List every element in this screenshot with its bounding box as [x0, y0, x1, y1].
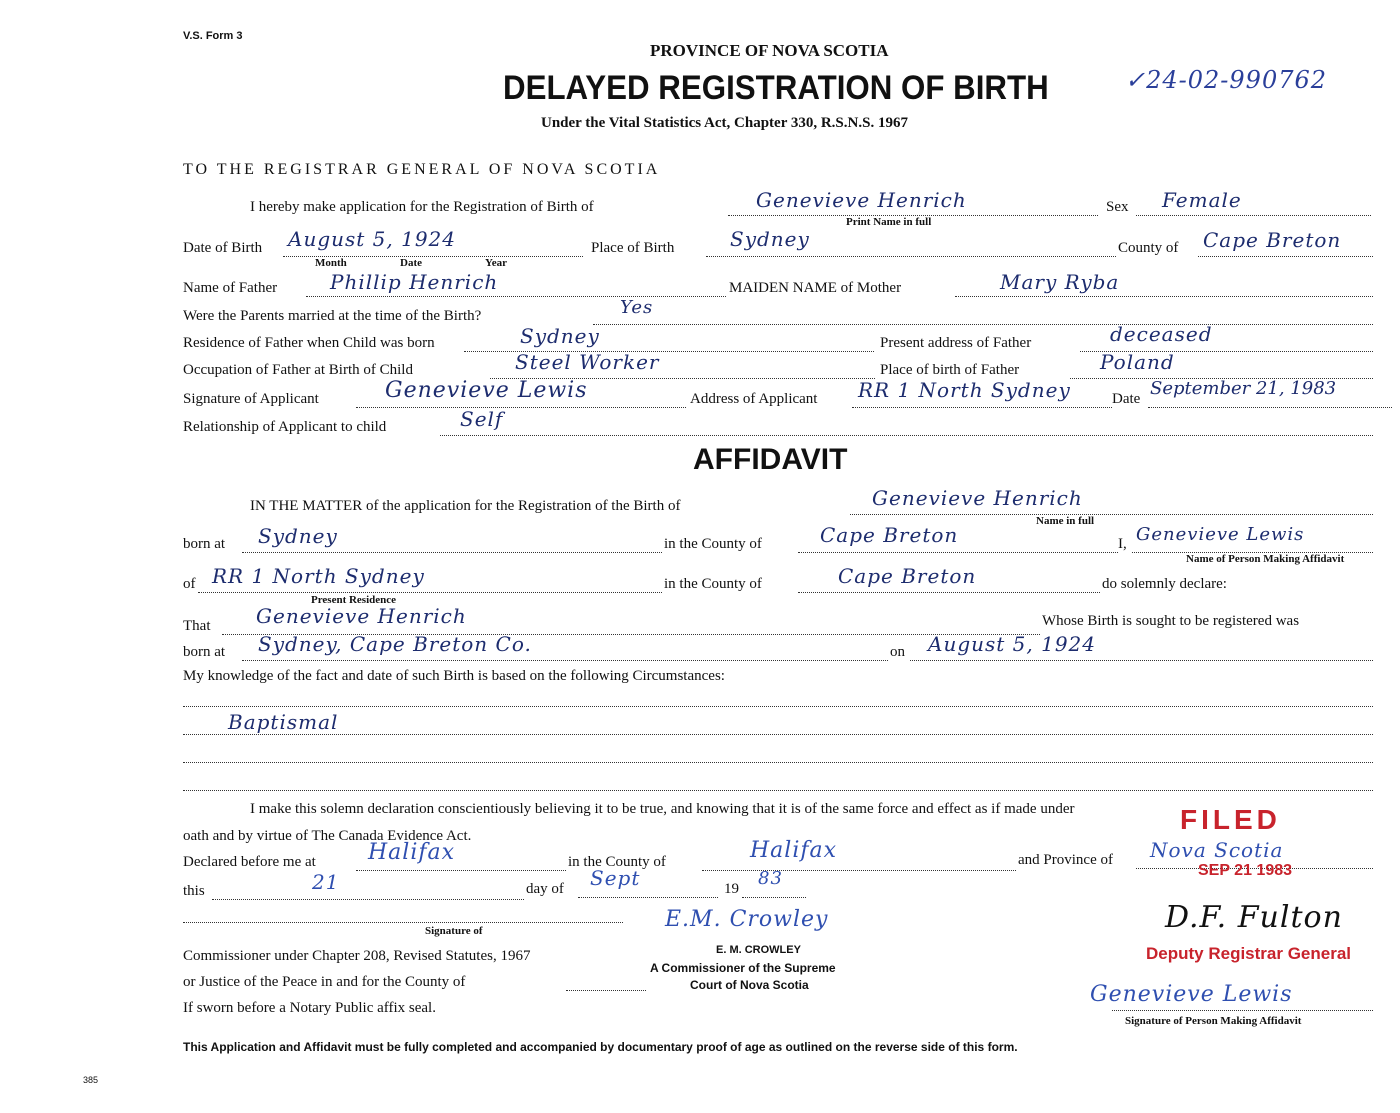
relationship-field[interactable]: Self — [460, 407, 504, 431]
present-address-field[interactable]: deceased — [1110, 322, 1213, 346]
affidavit-county-field[interactable]: Cape Breton — [820, 523, 959, 547]
affidavit-name-field[interactable]: Genevieve Henrich — [872, 486, 1083, 510]
born-at-label: born at — [183, 536, 226, 552]
stamp-line-2: Court of Nova Scotia — [690, 978, 809, 992]
month-field[interactable]: Sept — [590, 866, 641, 890]
justice-text: or Justice of the Peace in and for the County of — [183, 974, 466, 990]
declare-text: do solemnly declare: — [1102, 576, 1227, 592]
registrar-signature: D.F. Fulton — [1165, 900, 1343, 935]
province-label: and Province of — [1018, 852, 1113, 868]
commissioner-signature: E.M. Crowley — [665, 907, 829, 932]
this-label: this — [183, 883, 205, 899]
deponent-signature-caption: Signature of Person Making Affidavit — [1125, 1015, 1302, 1027]
born-at-label-2: born at — [183, 644, 226, 660]
day-field[interactable]: 21 — [312, 870, 340, 894]
that-label: That — [183, 618, 211, 634]
form-id: V.S. Form 3 — [183, 30, 243, 42]
signature-of-caption: Signature of — [425, 925, 483, 937]
present-residence-field[interactable]: RR 1 North Sydney — [212, 564, 425, 588]
married-field[interactable]: Yes — [620, 297, 654, 318]
on-label: on — [890, 644, 905, 660]
mother-field[interactable]: Mary Ryba — [1000, 270, 1120, 294]
deponent-signature[interactable]: Genevieve Lewis — [1090, 982, 1293, 1007]
county-of-label-3: in the County of — [568, 854, 666, 870]
deponent-field[interactable]: Genevieve Lewis — [1136, 524, 1305, 545]
married-label: Were the Parents married at the time of the Birth? — [183, 308, 482, 324]
affidavit-county-field-2[interactable]: Cape Breton — [838, 564, 977, 588]
pob-field[interactable]: Sydney — [730, 227, 810, 251]
year-prefix: 19 — [724, 881, 739, 897]
day-of-label: day of — [526, 881, 564, 897]
province-field[interactable]: Nova Scotia — [1150, 838, 1284, 862]
county-field-3[interactable]: Halifax — [750, 838, 838, 863]
father-birthplace-label: Place of birth of Father — [880, 362, 1020, 378]
application-intro: I hereby make application for the Registration of Birth of — [250, 199, 594, 215]
year-caption: Year — [485, 257, 507, 269]
applicant-signature-label: Signature of Applicant — [183, 391, 319, 407]
born-at-field[interactable]: Sydney — [258, 524, 338, 548]
present-address-label: Present address of Father — [880, 335, 1032, 351]
county-of-label-2: in the County of — [664, 576, 762, 592]
deponent-caption: Name of Person Making Affidavit — [1186, 553, 1345, 565]
commissioner-text: Commissioner under Chapter 208, Revised Statutes, 1967 — [183, 948, 531, 964]
matter-text: IN THE MATTER of the application for the Registration of the Birth of — [250, 498, 681, 514]
check-mark-icon: ✓ — [1125, 66, 1147, 94]
born-at-field-2[interactable]: Sydney, Cape Breton Co. — [258, 632, 532, 656]
mother-label: MAIDEN NAME of Mother — [729, 280, 902, 296]
filed-date-stamp: SEP 21 1983 — [1198, 862, 1293, 879]
occupation-field[interactable]: Steel Worker — [515, 350, 660, 374]
date-label: Date — [1112, 391, 1141, 407]
child-name-field[interactable]: Genevieve Henrich — [756, 188, 967, 212]
father-field[interactable]: Phillip Henrich — [330, 270, 499, 294]
filed-stamp: FILED — [1180, 804, 1281, 835]
stamp-line-1: A Commissioner of the Supreme — [650, 961, 836, 975]
year-suffix-field[interactable]: 83 — [758, 868, 783, 889]
addressee-line: TO THE REGISTRAR GENERAL OF NOVA SCOTIA — [183, 161, 661, 178]
page-title: DELAYED REGISTRATION OF BIRTH — [503, 69, 1049, 107]
date-field[interactable]: September 21, 1983 — [1150, 378, 1337, 399]
notary-text: If sworn before a Notary Public affix seal. — [183, 1000, 436, 1016]
date-caption: Date — [400, 257, 422, 269]
subtitle: Under the Vital Statistics Act, Chapter 330, R.S.N.S. 1967 — [541, 115, 908, 131]
father-label: Name of Father — [183, 280, 278, 296]
print-name-caption: Print Name in full — [846, 216, 932, 228]
sex-label: Sex — [1106, 199, 1129, 215]
occupation-label: Occupation of Father at Birth of Child — [183, 362, 413, 378]
dob-field[interactable]: August 5, 1924 — [288, 227, 457, 251]
present-residence-caption: Present Residence — [311, 594, 397, 606]
dob-label: Date of Birth — [183, 240, 263, 256]
that-name-field[interactable]: Genevieve Henrich — [256, 604, 467, 628]
stamp-name: E. M. CROWLEY — [716, 944, 801, 956]
on-date-field[interactable]: August 5, 1924 — [928, 632, 1097, 656]
declared-at-field[interactable]: Halifax — [368, 840, 456, 865]
deputy-registrar-label: Deputy Registrar General — [1146, 944, 1352, 963]
residence-label: Residence of Father when Child was born — [183, 335, 435, 351]
affidavit-heading: AFFIDAVIT — [693, 443, 848, 476]
name-in-full-caption: Name in full — [1036, 515, 1095, 527]
father-birthplace-field[interactable]: Poland — [1100, 350, 1175, 374]
applicant-signature[interactable]: Genevieve Lewis — [385, 378, 588, 403]
whose-birth-text: Whose Birth is sought to be registered was — [1042, 613, 1300, 629]
i-label: I, — [1118, 536, 1127, 552]
applicant-address-label: Address of Applicant — [690, 391, 818, 407]
sex-field[interactable]: Female — [1162, 188, 1242, 212]
of-label: of — [183, 576, 196, 592]
declaration-line-2: oath and by virtue of The Canada Evidence Act. — [183, 828, 472, 844]
county-field[interactable]: Cape Breton — [1203, 228, 1342, 252]
registration-number: ✓24-02-990762 — [1125, 66, 1328, 94]
residence-field[interactable]: Sydney — [520, 324, 600, 348]
relationship-label: Relationship of Applicant to child — [183, 419, 387, 435]
footer-notice: This Application and Affidavit must be fully completed and accompanied by documentary proof of age as outlined on the reverse side of this form. — [183, 1040, 1018, 1054]
applicant-address-field[interactable]: RR 1 North Sydney — [858, 378, 1071, 402]
declared-label: Declared before me at — [183, 854, 316, 870]
declaration-line-1: I make this solemn declaration conscientiously believing it to be true, and knowing that it is of the same force and effect as if made under — [250, 801, 1075, 817]
county-label: County of — [1118, 240, 1179, 256]
print-code: 385 — [83, 1075, 99, 1085]
pob-label: Place of Birth — [591, 240, 675, 256]
county-of-label: in the County of — [664, 536, 762, 552]
circumstance-field[interactable]: Baptismal — [228, 710, 339, 734]
month-caption: Month — [315, 257, 347, 269]
province-heading: PROVINCE OF NOVA SCOTIA — [650, 41, 889, 60]
knowledge-text: My knowledge of the fact and date of such Birth is based on the following Circumstances: — [183, 668, 725, 684]
